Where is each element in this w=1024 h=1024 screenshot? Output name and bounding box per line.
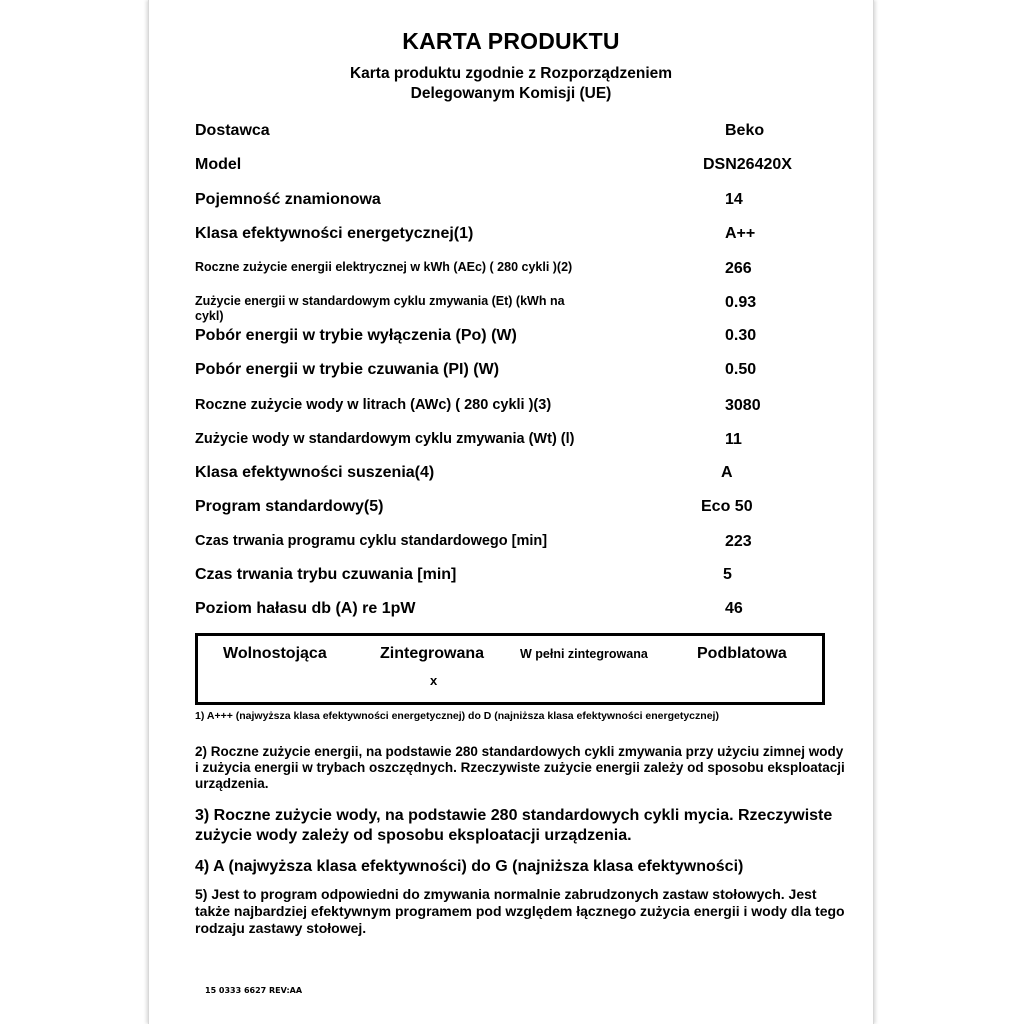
- spec-label: Pojemność znamionowa: [195, 191, 381, 208]
- installation-type-box: [195, 633, 825, 705]
- spec-value: A++: [725, 225, 756, 242]
- spec-label: Dostawca: [195, 122, 270, 139]
- installation-option-freestanding: Wolnostojąca: [223, 645, 327, 662]
- spec-value: Eco 50: [701, 498, 753, 515]
- spec-label: Program standardowy(5): [195, 498, 384, 515]
- spec-value: 3080: [725, 397, 761, 414]
- installation-option-integrated: Zintegrowana: [380, 645, 485, 662]
- footnote-1: 1) A+++ (najwyższa klasa efektywności energetycznej) do D (najniższa klasa efektywności energetycznej): [195, 710, 719, 722]
- spec-value: 0.50: [725, 361, 757, 378]
- spec-value: 11: [725, 431, 742, 448]
- subtitle-line-1: Karta produktu zgodnie z Rozporządzeniem: [349, 65, 673, 82]
- spec-label: Klasa efektywności energetycznej(1): [195, 225, 474, 242]
- footnote-4: 4) A (najwyższa klasa efektywności) do G (najniższa klasa efektywności): [195, 858, 744, 875]
- installation-option-fully-integrated: W pełni zintegrowana: [520, 647, 648, 661]
- spec-label: Roczne zużycie wody w litrach (AWc) ( 280 cykli )(3): [195, 397, 552, 413]
- spec-label: Czas trwania programu cyklu standardowego [min]: [195, 533, 548, 549]
- spec-value: DSN26420X: [703, 156, 792, 173]
- spec-label: Czas trwania trybu czuwania [min]: [195, 566, 457, 583]
- footnote-2: 2) Roczne zużycie energii, na podstawie 280 standardowych cykli zmywania przy użyciu zimnej wody i zużycia energii w trybach oszczędnych. Rzeczywiste zużycie energii zależy od sposobu eksploatacji urządzenia.: [195, 744, 845, 791]
- page-title: KARTA PRODUKTU: [402, 28, 620, 54]
- page-subtitle: [149, 64, 873, 104]
- document-id: 15 0333 6627 REV:AA: [205, 986, 303, 995]
- spec-label: Zużycie wody w standardowym cyklu zmywania (Wt) (l): [195, 431, 575, 447]
- footnote-5: 5) Jest to program odpowiedni do zmywania normalnie zabrudzonych zastaw stołowych. Jest także najbardziej efektywnym programem pod względem łącznego zużycia energii i wody dla tego rodzaju zastawy stołowej.: [195, 886, 845, 936]
- spec-label: Pobór energii w trybie wyłączenia (Po) (W): [195, 327, 517, 344]
- spec-value: Beko: [725, 122, 765, 139]
- spec-value: 14: [725, 191, 743, 208]
- spec-value: A: [721, 464, 733, 481]
- spec-label: Pobór energii w trybie czuwania (PI) (W): [195, 361, 500, 378]
- spec-value: 0.30: [725, 327, 757, 344]
- spec-label: Poziom hałasu db (A) re 1pW: [195, 600, 416, 617]
- installation-option-built-under: Podblatowa: [697, 645, 787, 662]
- installation-selected-mark: x: [430, 673, 438, 688]
- spec-label: Model: [195, 156, 242, 173]
- spec-value: 223: [725, 533, 752, 550]
- subtitle-line-2: Delegowanym Komisji (UE): [410, 85, 612, 102]
- spec-value: 266: [725, 260, 752, 277]
- spec-label: Zużycie energii w standardowym cyklu zmywania (Et) (kWh na cykl): [195, 294, 565, 323]
- product-sheet-page: [148, 0, 874, 1024]
- spec-value: 0.93: [725, 294, 757, 311]
- spec-label: Roczne zużycie energii elektrycznej w kWh (AEc) ( 280 cykli )(2): [195, 260, 573, 274]
- spec-value: 5: [723, 566, 732, 583]
- spec-label: Klasa efektywności suszenia(4): [195, 464, 435, 481]
- spec-value: 46: [725, 600, 743, 617]
- footnote-3: 3) Roczne zużycie wody, na podstawie 280 standardowych cykli mycia. Rzeczywiste zużycie wody zależy od sposobu eksploatacji urządzenia.: [195, 807, 833, 844]
